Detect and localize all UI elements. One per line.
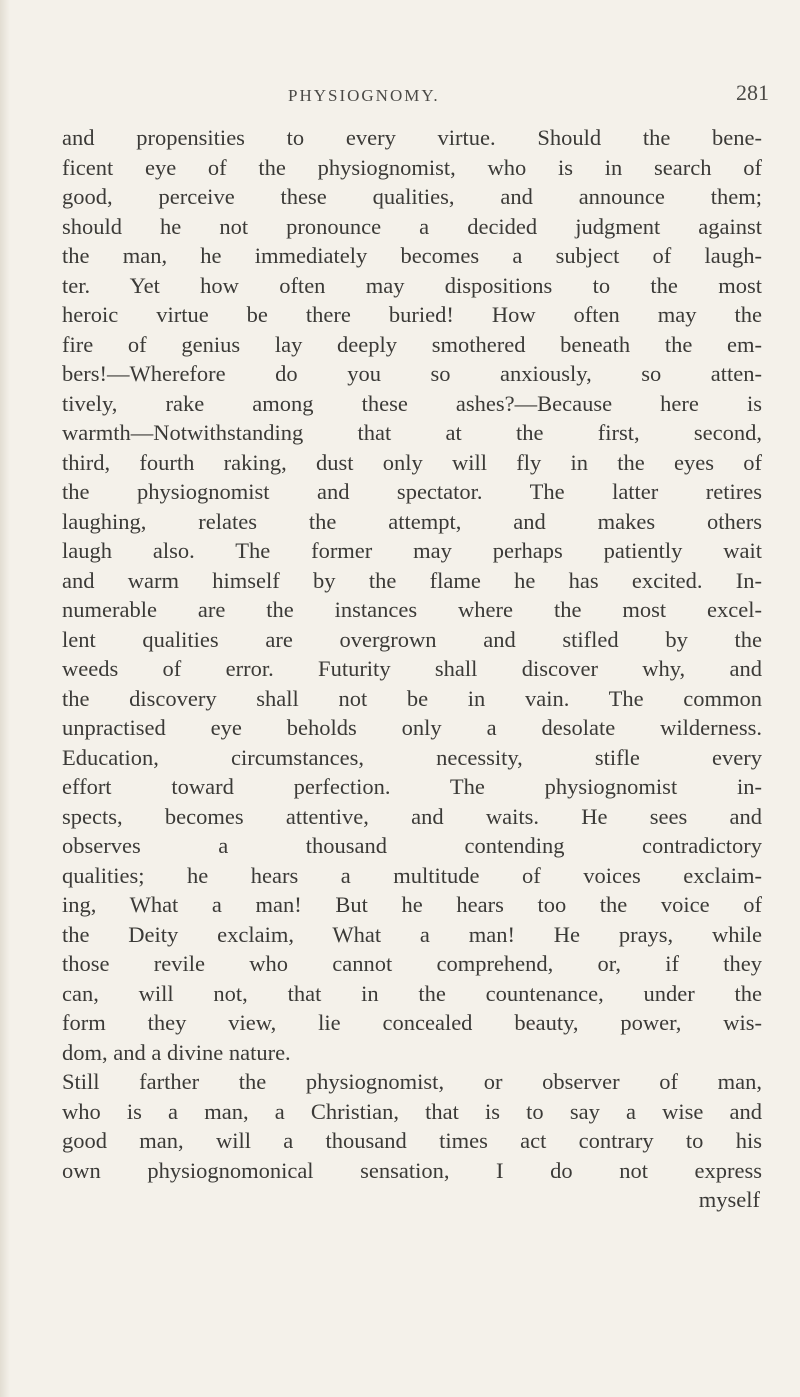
text-line: good man, will a thousand times act contrary to his	[62, 1128, 762, 1153]
text-line: the Deity exclaim, What a man! He prays, while	[62, 921, 762, 947]
text-line: form they view, lie concealed beauty, power, wis-	[62, 1010, 762, 1035]
text-line: fire of genius lay deeply smothered beneath the em-	[62, 331, 762, 357]
text-line: spects, becomes attentive, and waits. He sees and	[62, 803, 762, 829]
text-line: can, will not, that in the countenance, under the	[62, 980, 762, 1006]
text-line: third, fourth raking, dust only will fly in the eyes of	[62, 449, 762, 475]
body-text	[62, 123, 762, 1215]
catchword: myself	[698, 1187, 760, 1212]
text-line: should he not pronounce a decided judgment against	[62, 213, 762, 239]
text-line: lent qualities are overgrown and stifled by the	[62, 626, 762, 652]
text-line: weeds of error. Futurity shall discover why, and	[62, 656, 762, 681]
text-line: qualities; he hears a multitude of voices exclaim-	[62, 862, 762, 888]
text-line: dom, and a divine nature.	[62, 1039, 291, 1065]
text-line: who is a man, a Christian, that is to say a wise and	[62, 1098, 762, 1124]
text-line: effort toward perfection. The physiognomist in-	[62, 774, 762, 799]
text-line: good, perceive these qualities, and announce them;	[62, 184, 762, 209]
text-line: tively, rake among these ashes?—Because here is	[62, 390, 762, 416]
text-line: bers!—Wherefore do you so anxiously, so atten-	[62, 361, 762, 386]
binding-edge	[0, 0, 10, 1397]
text-line: observes a thousand contending contradictory	[62, 833, 762, 858]
running-title: PHYSIOGNOMY.	[288, 86, 440, 105]
text-line: laughing, relates the attempt, and makes others	[62, 508, 762, 534]
text-line: the physiognomist and spectator. The latter retires	[62, 479, 762, 504]
text-line: heroic virtue be there buried! How often may the	[62, 302, 762, 327]
text-line: the man, he immediately becomes a subject of laugh-	[62, 243, 762, 268]
text-line: and warm himself by the flame he has excited. In-	[62, 567, 762, 593]
text-line: and propensities to every virtue. Should the bene-	[62, 125, 762, 150]
text-line: ing, What a man! But he hears too the voice of	[62, 892, 762, 917]
text-line: unpractised eye beholds only a desolate wilderness.	[62, 715, 762, 740]
text-line: ficent eye of the physiognomist, who is in search of	[62, 154, 762, 180]
text-line: Education, circumstances, necessity, stifle every	[62, 744, 762, 770]
text-line: the discovery shall not be in vain. The common	[62, 685, 762, 711]
page-number: 281	[736, 80, 769, 105]
text-line: warmth—Notwithstanding that at the first, second,	[62, 420, 762, 445]
text-line: numerable are the instances where the most excel-	[62, 597, 762, 622]
running-head	[0, 80, 800, 114]
text-line: own physiognomonical sensation, I do not express	[62, 1157, 762, 1183]
text-line: ter. Yet how often may dispositions to the most	[62, 272, 762, 298]
text-line: laugh also. The former may perhaps patiently wait	[62, 538, 762, 563]
text-line: Still farther the physiognomist, or observer of man,	[62, 1069, 762, 1094]
text-line: those revile who cannot comprehend, or, if they	[62, 951, 762, 976]
